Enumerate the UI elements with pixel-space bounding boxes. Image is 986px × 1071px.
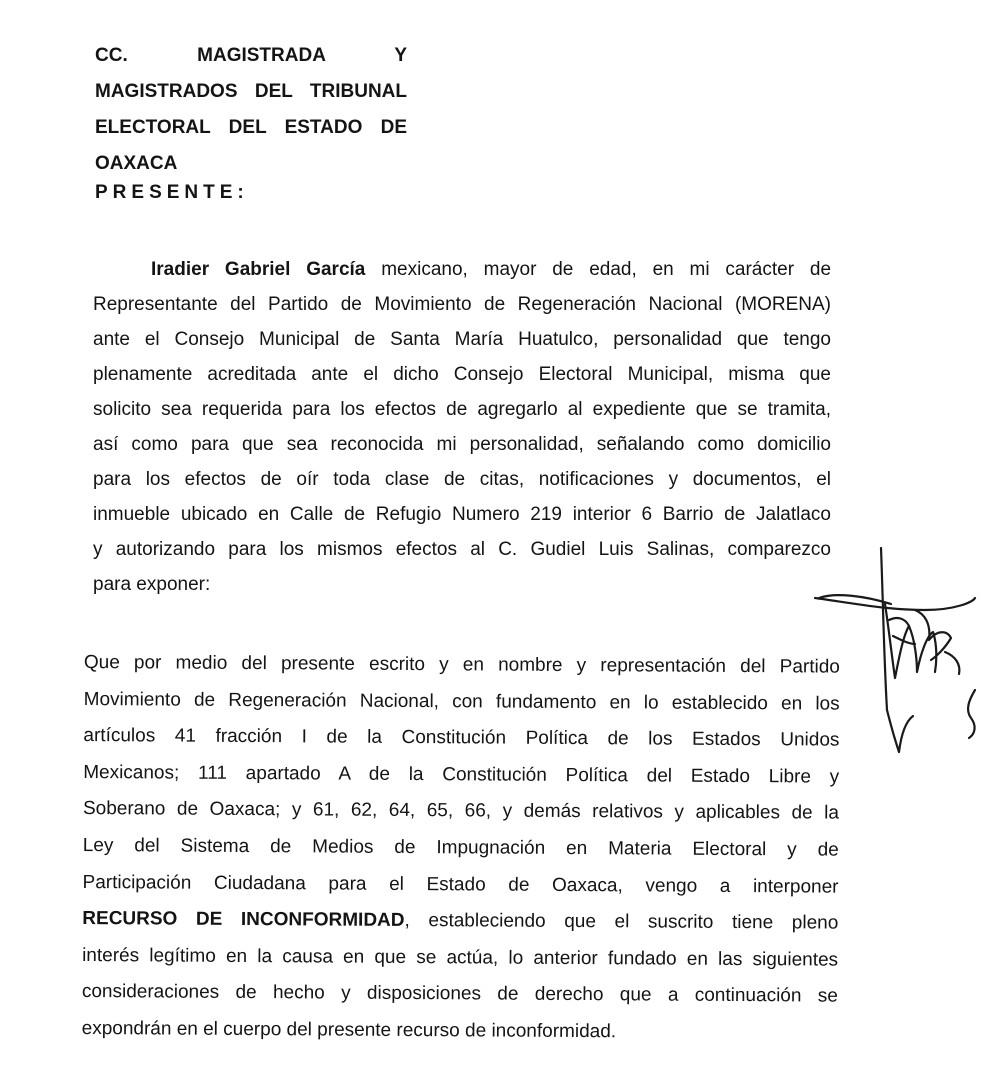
paragraph-line: artículos 41 fracción I de la Constitución Política de los Estados Unidos bbox=[83, 725, 840, 751]
paragraph-line: para los efectos de oír toda clase de citas, notificaciones y documentos, el bbox=[93, 469, 831, 490]
paragraph-line: Ley del Sistema de Medios de Impugnación en Materia Electoral y de bbox=[82, 834, 839, 861]
addressee-line: OAXACA bbox=[95, 153, 178, 174]
appearing-party-name: Iradier Gabriel García bbox=[151, 259, 366, 280]
handwritten-signature-icon bbox=[805, 540, 985, 770]
paragraph-line: solicito sea requerida para los efectos de agregarlo al expediente que se tramita, bbox=[93, 399, 831, 420]
paragraph-line: Participación Ciudadana para el Estado de Oaxaca, vengo a interponer bbox=[82, 871, 839, 898]
paragraph-line: Iradier Gabriel García mexicano, mayor de edad, en mi carácter de bbox=[151, 259, 832, 280]
paragraph-line: Mexicanos; 111 apartado A de la Constitución Política del Estado Libre y bbox=[83, 761, 840, 788]
addressee-line: CC. MAGISTRADA Y bbox=[95, 45, 407, 66]
presente-heading: PRESENTE: bbox=[95, 182, 249, 203]
paragraph-line: ante el Consejo Municipal de Santa María Huatulco, personalidad que tengo bbox=[93, 329, 831, 350]
paragraph-line: RECURSO DE INCONFORMIDAD, estableciendo que el suscrito tiene pleno bbox=[82, 908, 839, 934]
paragraph-line: Movimiento de Regeneración Nacional, con fundamento en lo establecido en los bbox=[83, 688, 840, 715]
paragraph-line: inmueble ubicado en Calle de Refugio Numero 219 interior 6 Barrio de Jalatlaco bbox=[93, 504, 831, 525]
paragraph-line: Representante del Partido de Movimiento de Regeneración Nacional (MORENA) bbox=[93, 294, 831, 315]
paragraph-line: Que por medio del presente escrito y en nombre y representación del Partido bbox=[83, 651, 840, 678]
addressee-block bbox=[95, 38, 407, 182]
paragraph-line: expondrán en el cuerpo del presente recurso de inconformidad. bbox=[81, 1017, 617, 1043]
paragraph-line: así como para que sea reconocida mi personalidad, señalando como domicilio bbox=[93, 434, 831, 455]
paragraph-line: interés legítimo en la causa en que se actúa, lo anterior fundado en las siguientes bbox=[82, 944, 839, 971]
addressee-line: ELECTORAL DEL ESTADO DE bbox=[95, 117, 407, 138]
paragraph-line: para exponer: bbox=[93, 574, 211, 595]
paragraph-line: Soberano de Oaxaca; y 61, 62, 64, 65, 66, y demás relativos y aplicables de la bbox=[82, 798, 840, 824]
paragraph-line: consideraciones de hecho y disposiciones de derecho que a continuación se bbox=[81, 981, 838, 1007]
remedy-title: RECURSO DE INCONFORMIDAD bbox=[82, 908, 405, 932]
paragraph-line: plenamente acreditada ante el dicho Consejo Electoral Municipal, misma que bbox=[93, 364, 831, 385]
paragraph-appearance bbox=[93, 252, 831, 602]
paragraph-line: y autorizando para los mismos efectos al C. Gudiel Luis Salinas, comparezco bbox=[93, 539, 831, 560]
addressee-line: MAGISTRADOS DEL TRIBUNAL bbox=[95, 81, 407, 102]
paragraph-filing bbox=[82, 645, 840, 1052]
